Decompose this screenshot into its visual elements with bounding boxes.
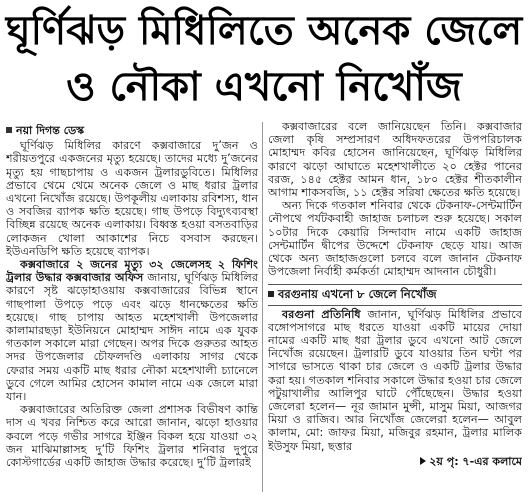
paragraph-body: জানায়, ঘূর্ণিঝড় মিধিলির কারণে সৃষ্ট ঝড়োহাওয়ায় কক্সবাজারের বিভিন্ন স্থানে গাছপালা উপড়ে পড়ে এবং ঝড়ে ধানক্ষেতের ক্ষতি হয়েছে। গাছ চাপায় আহত মহেশখালী উপজেলার কালামারছড়া ইউনিয়নে মোহাম্মদ সাঈদ নামে এক যুবক গতকাল সকালে মারা গেছেন। অপর দিকে গুরুতর আহত সদর উপজেলার চৌফলদণ্ডি এলাকায় সাগর থেকে ফেরার সময় একটি মাছ ধরার নৌকা মহেশখালী চ্যানেলে ডুবে গেলে আমির হোসেন কামাল নামে এক জেলে মারা যান। xyxy=(6,271,258,404)
article-paragraph: অন্য দিকে গতকাল শনিবার থেকে টেকনাফ-সেন্টমার্টিন নৌপথে পর্যটকবাহী জাহাজ চলাচল শুরু হয়েছে। সকাল ১০টার দিকে কেয়ারি সিন্দাবাদ নামে একটি জাহাজ সেন্টমার্টিন দ্বীপের উদ্দেশে টেকনাফ ছেড়ে যায়। আজ থেকে অন্য জাহাজগুলো চলবে বলে জানান টেকনাফ উপজেলা নির্বাহী কর্মকর্তা মোহাম্মদ আদনান চৌধুরী। xyxy=(268,199,522,279)
continuation-text: ২য় পৃ: ৭-এর কলামে xyxy=(429,454,522,468)
paragraph-body: জানান, ঘূর্ণিঝড় মিধিলির প্রভাবে বঙ্গোপসাগরে মাছ ধরতে যাওয়া একটি মায়ের দোয়া নামের একটি মাছ ধরা ট্রলার ডুবে এখনো আট জেলে নিখোঁজ রয়েছেন। ট্রলারটি ডুবে যাওয়ার তিন ঘণ্টা পর সাগরে ভাসতে থাকা চার জেলে ও একটি ট্রলার উদ্ধার করা হয়। গতকাল শনিবার সকালে উদ্ধার হওয়া চার জেলে পটুয়াখালীর আলিপুর ঘাটে পৌঁছেছেন। উদ্ধার হওয়া জেলেরা হলেন— নূর জামান মুন্সী, মাসুম মিয়া, আজগর মিয়া ও রাজিব। আর নিখোঁজ জেলেরা হলেন— আবুল কালাম, মো: জাফর মিয়া, মজিবুর রহমান, ট্রলার মালিক ইউসুফ মিয়া, ছত্তার xyxy=(268,307,522,453)
left-column xyxy=(6,124,258,495)
source-credit: কক্সবাজার অফিস xyxy=(65,271,144,285)
column-divider xyxy=(262,122,263,492)
article-paragraph: কক্সবাজারের অতিরিক্ত জেলা প্রশাসক বিভীষণ কান্তি দাস এ খবর নিশ্চিত করে আরো জানান, ঝড়ো হাওয়ার কবলে পড়ে গভীর সাগরে ইঞ্জিন বিকল হয়ে যাওয়া ৩২ জন মাঝিমাল্লাসহ দু’টি ফিশিং ট্রলার শনিবার দুপুরে কোস্টগার্ডের একটি জাহাজ উদ্ধার করেছে। দু’টি ট্রলারই xyxy=(6,403,258,470)
right-column xyxy=(268,120,522,495)
bullet-square-icon xyxy=(6,127,12,133)
headline-line-1: ঘূর্ণিঝড় মিধিলিতে অনেক জেলে xyxy=(5,8,523,54)
subheadline-text: বরগুনায় এখনো ৮ জেলে নিখোঁজ xyxy=(278,287,437,302)
article-paragraph xyxy=(268,308,522,453)
source-credit: বরগুনা প্রতিনিধি xyxy=(282,307,361,321)
article-paragraph: কক্সবাজারের বলে জানিয়েছেন তিনি। কক্সবাজার জেলা কৃষি সম্প্রসারণ অধিদফতরের উপপরিচালক মোহাম্মদ কবির হোসেন জানিয়েছেন, ঘূর্ণিঝড় মিধিলির কারণে ঝড়ো আঘাতে মহেশখালীতে ২০ হেক্টর পানের বরজ, ১৪৫ হেক্টর আমন ধান, ১৮০ হেক্টর শীতকালীন আগাম শাকসবজি, ১১ হেক্টর সরিষা ক্ষেতের ক্ষতি হয়েছে। xyxy=(268,120,522,200)
headline xyxy=(0,0,528,118)
continuation-note xyxy=(268,455,522,468)
headline-line-2: ও নৌকা এখনো নিখোঁজ xyxy=(66,64,462,110)
dateline-text: নয়া দিগন্ত ডেস্ক xyxy=(16,124,85,137)
article-paragraph xyxy=(6,258,258,403)
arrow-right-icon xyxy=(420,457,426,465)
article-paragraph: ঘূর্ণিঝড় মিধিলির কারণে কক্সবাজারে দু’জন ও শরীয়তপুরে একজনের মৃত্যু হয়েছে। তাদের মধ্যে দু’জনের মৃত্যু হয় গাছচাপায় ও একজন ট্রলারডুবিতে। মিধিলির প্রভাবে থেমে থেমে অনেক জেলে ও মাছ ধরার ট্রলার এখনো নিখোঁজ রয়েছে। উপকূলীয় এলাকায় রবিশস্য, ধান ও সবজির ব্যাপক ক্ষতি হয়েছে। গাছ উপড়ে বিদ্যুৎব্যবস্থা বিচ্ছিন্ন রয়েছে অনেক এলাকায়। বিধ্বস্ত হওয়া বসতবাড়ির লোকজন খোলা আকাশের নিচে বসবাস করছেন। ইউএনডিপি ক্ষতি হয়েছে ব্যাপক। xyxy=(6,139,258,258)
subheadline xyxy=(268,284,522,305)
dateline xyxy=(6,124,258,137)
bullet-square-icon xyxy=(268,291,274,297)
sub-lead: কক্সবাজারে ২ জনের মৃত্যু ৩২ জেলেসহ ২ ফিশিং ট্রলার উদ্ধার xyxy=(6,258,258,285)
